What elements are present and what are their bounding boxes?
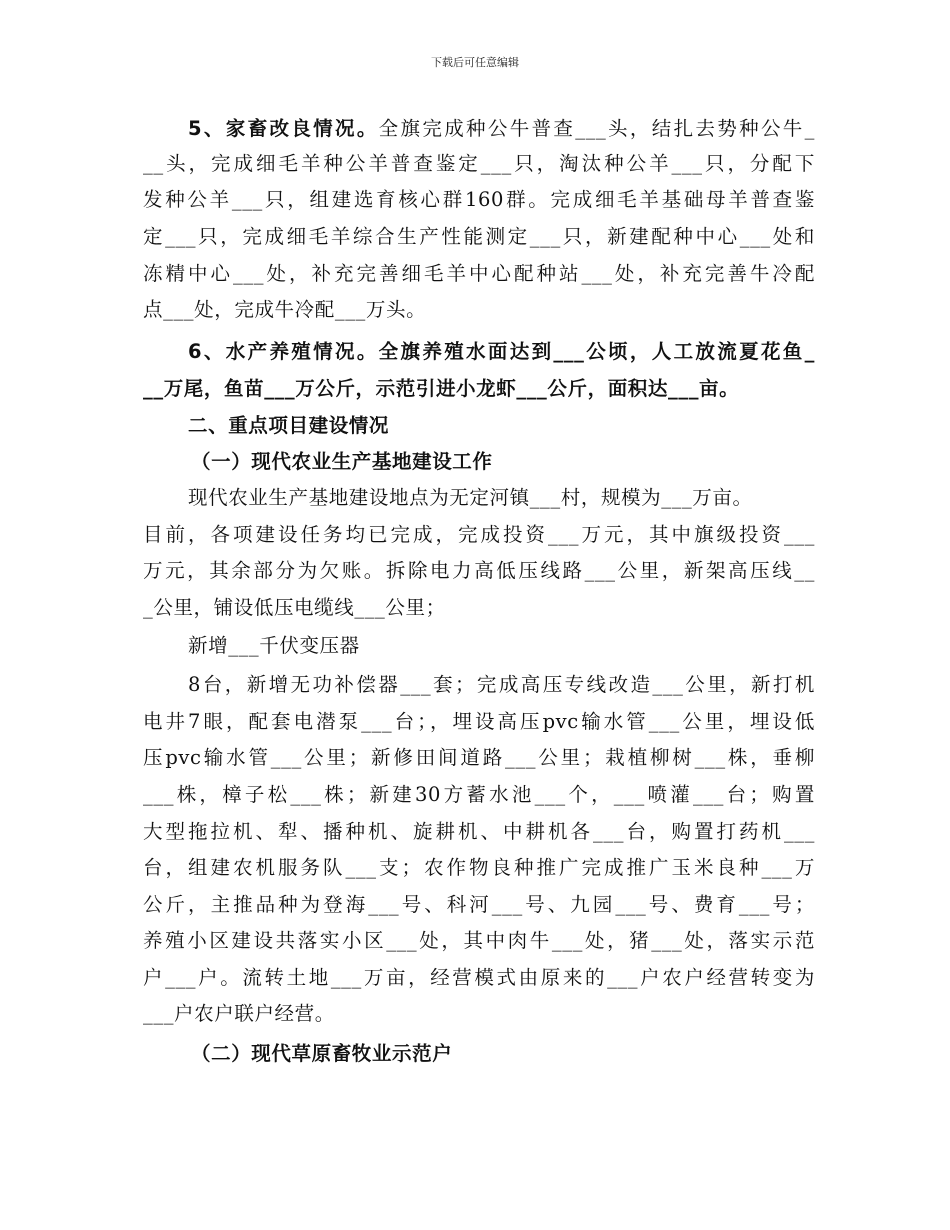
sec5-line-3: 发种公羊___只，组建选育核心群160群。完成细毛羊基础母羊普查鉴 [143, 188, 815, 211]
sec5-line-2: __头，完成细毛羊种公羊普查鉴定___只，淘汰种公羊___只，分配下 [143, 152, 815, 175]
sec5-line-1 [188, 117, 815, 141]
para1-line-4: _公里，铺设低压电缆线___公里； [143, 596, 446, 619]
subsection-heading-2: （二）现代草原畜牧业示范户 [191, 1042, 453, 1065]
section-heading: 二、重点项目建设情况 [188, 414, 390, 437]
para3-line-3: 压pvc输水管___公里；新修田间道路___公里；栽植柳树___株，垂柳 [143, 746, 815, 769]
para3-line-1: 8台，新增无功补偿器___套；完成高压专线改造___公里，新打机 [188, 673, 815, 696]
para3-line-4: ___株，樟子松___株；新建30方蓄水池___个，___喷灌___台；购置 [143, 783, 815, 806]
sec5-line-1-text: 全旗完成种公牛普查___头，结扎去势种公牛_ [378, 117, 815, 140]
para3-line-5: 大型拖拉机、犁、播种机、旋耕机、中耕机各___台，购置打药机___ [143, 820, 815, 843]
para3-line-7: 公斤，主推品种为登海___号、科河___号、九园___号、费育___号； [143, 893, 815, 916]
para1-line-2: 目前，各项建设任务均已完成，完成投资___万元，其中旗级投资___ [143, 523, 815, 546]
sec5-line-5: 冻精中心___处，补充完善细毛羊中心配种站___处，补充完善牛冷配 [143, 262, 815, 285]
para1-line-3: 万元，其余部分为欠账。拆除电力高低压线路___公里，新架高压线__ [143, 559, 815, 582]
para3-line-8: 养殖小区建设共落实小区___处，其中肉牛___处，猪___处，落实示范 [143, 929, 815, 952]
para2-line: 新增___千伏变压器 [188, 634, 360, 657]
sec6-line-1: 6、水产养殖情况。全旗养殖水面达到___公顷，人工放流夏花鱼_ [188, 340, 815, 363]
para3-line-2: 电井7眼，配套电潜泵___台；，埋设高压pvc输水管___公里，埋设低 [143, 710, 815, 733]
sec6-line-2: __万尾，鱼苗___万公斤，示范引进小龙虾___公斤，面积达___亩。 [143, 377, 740, 400]
sec5-lead: 5、家畜改良情况。 [188, 117, 379, 140]
sec5-line-4: 定___只，完成细毛羊综合生产性能测定___只，新建配种中心___处和 [143, 225, 815, 248]
para1-line-1: 现代农业生产基地建设地点为无定河镇___村，规模为___万亩。 [188, 486, 753, 509]
subsection-heading-1: （一）现代农业生产基地建设工作 [191, 450, 493, 473]
page-header: 下载后可任意编辑 [431, 56, 519, 69]
para3-line-9: 户___户。流转土地___万亩，经营模式由原来的___户农户经营转变为 [143, 966, 815, 989]
para3-line-10: ___户农户联户经营。 [143, 1002, 335, 1025]
para3-line-6: 台，组建农机服务队___支；农作物良种推广完成推广玉米良种___万 [143, 856, 815, 879]
sec5-line-6: 点___处，完成牛冷配___万头。 [143, 298, 427, 321]
